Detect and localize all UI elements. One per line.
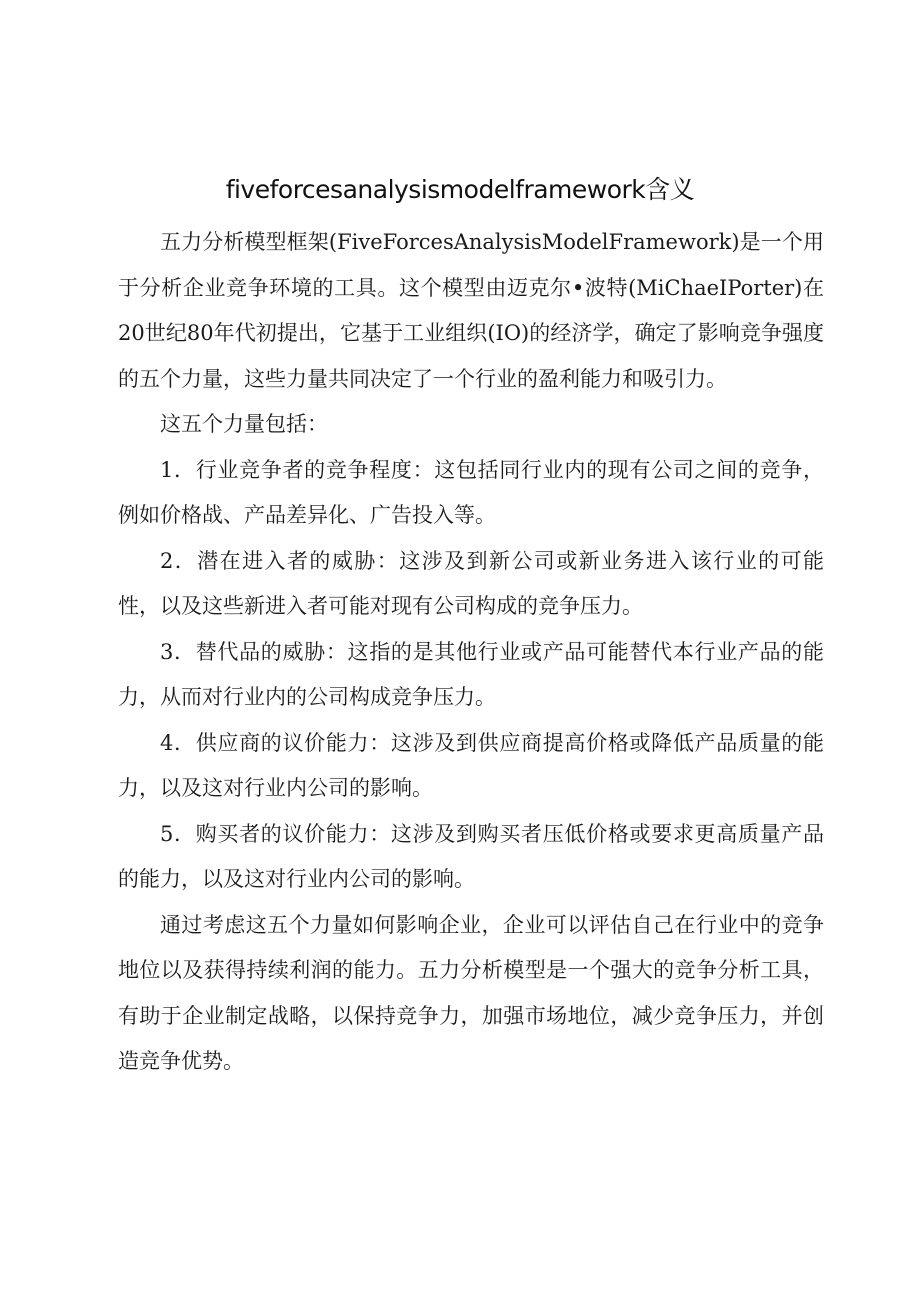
paragraph-conclusion: 通过考虑这五个力量如何影响企业，企业可以评估自己在行业中的竞争地位以及获得持续利润的能力。五力分析模型是一个强大的竞争分析工具，有助于企业制定战略，以保持竞争力，加强市场地位，减少竞争压力，并创造竞争优势。 xyxy=(118,912,824,1073)
paragraph-force-3: 3．替代品的威胁：这指的是其他行业或产品可能替代本行业产品的能力，从而对行业内的公司构成竞争压力。 xyxy=(118,639,824,709)
document-title: fiveforcesanalysismodelframework含义 xyxy=(225,175,695,204)
document-body xyxy=(118,220,824,1085)
paragraph-force-1: 1．行业竞争者的竞争程度：这包括同行业内的现有公司之间的竞争，例如价格战、产品差异化、广告投入等。 xyxy=(118,457,824,527)
paragraph-list-lead: 这五个力量包括： xyxy=(160,412,328,436)
paragraph-force-5: 5．购买者的议价能力：这涉及到购买者压低价格或要求更高质量产品的能力，以及这对行业内公司的影响。 xyxy=(118,821,824,891)
paragraph-force-4: 4．供应商的议价能力：这涉及到供应商提高价格或降低产品质量的能力，以及这对行业内公司的影响。 xyxy=(118,730,824,800)
paragraph-force-2: 2．潜在进入者的威胁：这涉及到新公司或新业务进入该行业的可能性，以及这些新进入者可能对现有公司构成的竞争压力。 xyxy=(118,548,824,618)
paragraph-intro: 五力分析模型框架(FiveForcesAnalysisModelFramework)是一个用于分析企业竞争环境的工具。这个模型由迈克尔•波特(MiChaeIPorter)在20世纪80年代初提出，它基于工业组织(IO)的经济学，确定了影响竞争强度的五个力量，这些力量共同决定了一个行业的盈利能力和吸引力。 xyxy=(118,230,824,391)
